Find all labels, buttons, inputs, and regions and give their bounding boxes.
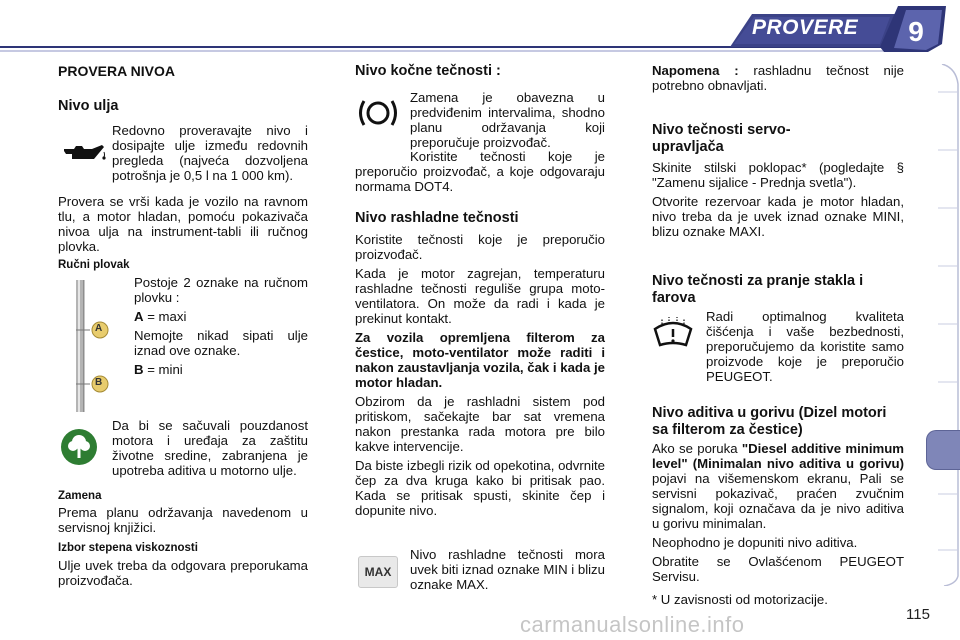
header-title: PROVERE [752, 16, 859, 39]
change-title: Zamena [58, 490, 102, 502]
washer-paragraph: Radi optimalnog kvaliteta čišćenja i vaše bezbednosti, preporučujemo da koristite samo proizvode koje je preporučio PEUGEOT. [706, 309, 904, 384]
viscosity-title: Izbor stepena viskoznosti [58, 542, 198, 554]
mark-a-text: = maxi [143, 309, 187, 324]
oil-level-title: Nivo ulja [58, 98, 119, 114]
dipstick-label-b: B [95, 377, 103, 388]
mark-b-line [134, 362, 308, 377]
oil-paragraph-2: Provera se vrši kada je vozilo na ravnom tlu, a motor hladan, pomoću pokazivača nivoa ulja na instrument-tabli ili ručnog plovka. [58, 194, 308, 254]
washer-fluid-title: Nivo tečnosti za pranje stakla i farova [652, 273, 864, 306]
main-title: PROVERA NIVOA [58, 63, 175, 79]
chapter-number: 9 [908, 16, 924, 47]
oil-paragraph-1: Redovno proveravajte nivo i dosipajte ulje između redovnih pregleda (najveća dozvoljena potrošnja je 0,5 l na 1 000 km). [112, 123, 308, 183]
coolant-paragraph-2: Kada je motor zagrejan, temperaturu rashladne tečnosti reguliše grupa moto-ventilatora. On može da radi i kada je prekinut kontakt. [355, 266, 605, 326]
manual-dipstick-title: Ručni plovak [58, 259, 130, 271]
coolant-title: Nivo rashladne tečnosti [355, 210, 519, 226]
environment-paragraph: Da bi se sačuvali pouzdanost motora i uređaja za zaštitu životne sredine, zabranjena je upotreba aditiva u motorno ulje. [112, 418, 308, 478]
brake-paragraph-1: Zamena je obavezna u predviđenim intervalima, shodno planu održavanja koji preporučuje proizvođač. [410, 90, 605, 150]
coolant-max-paragraph: Nivo rashladne tečnosti mora uvek biti iznad oznake MIN i blizu oznake MAX. [410, 547, 605, 592]
page-number: 115 [906, 606, 930, 623]
oil-can-icon [60, 140, 106, 166]
dipstick-illustration [68, 280, 114, 412]
mark-a-line [134, 309, 308, 324]
manual-paragraph-2: Nemojte nikad sipati ulje iznad ove oznake. [134, 328, 308, 358]
environment-tree-icon [60, 428, 98, 466]
note-text: rashladnu tečnost nije potrebno obnavljati. [652, 63, 904, 93]
mark-a-letter: A [134, 309, 144, 324]
dipstick-icon [68, 280, 114, 412]
coolant-paragraph-4: Obzirom da je rashladni sistem pod pritiskom, sačekajte bar sat vremena nakon prestanka rada motora pre bilo kakve intervencije. [355, 394, 605, 454]
manual-paragraph-1: Postoje 2 oznake na ručnom plovku : [134, 275, 308, 305]
diesel-paragraph-1-b: "Diesel additive minimum level" (Minimalan nivo aditiva u gorivu) [652, 441, 904, 471]
diesel-additive-title: Nivo aditiva u gorivu (Dizel motori sa filterom za čestice) [652, 405, 887, 438]
mark-b-letter: B [134, 362, 144, 377]
power-steering-paragraph-2: Otvorite rezervoar kada je motor hladan, nivo treba da je uvek iznad oznake MINI, blizu oznake MAXI. [652, 194, 904, 239]
note-line [652, 63, 904, 93]
brake-fluid-title: Nivo kočne tečnosti : [355, 63, 501, 79]
power-steering-title: Nivo tečnosti servo-upravljača [652, 122, 791, 155]
max-mark-text: MAX [364, 565, 392, 579]
watermark: carmanualsonline.info [520, 612, 745, 637]
dipstick-label-a: A [95, 323, 103, 334]
power-steering-paragraph-1: Skinite stilski poklopac* (pogledajte § "Zamenu sijalice - Prednja svetla"). [652, 160, 904, 190]
change-paragraph: Prema planu održavanja navedenom u servisnoj knjižici. [58, 505, 308, 535]
viscosity-paragraph: Ulje uvek treba da odgovara preporukama proizvođača. [58, 558, 308, 588]
diesel-paragraph-2: Neophodno je dopuniti nivo aditiva. [652, 535, 858, 550]
chapter-tab-strip [924, 64, 960, 586]
diesel-paragraph-3: Obratite se Ovlašćenom PEUGEOT Servisu. [652, 554, 904, 584]
note-label: Napomena : [652, 63, 739, 78]
washer-fluid-icon [650, 315, 696, 353]
brake-paragraph-2: Koristite tečnosti koje je preporučio proizvođač, a koje odgovaraju normama DOT4. [355, 149, 605, 194]
mark-b-text: = mini [143, 362, 183, 377]
coolant-paragraph-5: Da biste izbegli rizik od opekotina, odvrnite čep za dva kruga kako bi pritisak pao. Kada se pritisak spusti, skinite čep i dopunite nivo. [355, 458, 605, 518]
diesel-paragraph-1-a: Ako se poruka [652, 441, 742, 456]
footnote: * U zavisnosti od motorizacije. [652, 592, 828, 607]
brake-warning-icon [356, 96, 400, 130]
diesel-paragraph-1-c: pojavi na višemenskom ekranu, Pali se servisni pokazivač, praćen zvučnim signalom, koji označava da je nivo aditiva u gorivu minimalan. [652, 471, 904, 531]
coolant-paragraph-3: Za vozila opremljena filterom za čestice, moto-ventilator može raditi i nakon zaustavljanja vozila, čak i kada je motor hladan. [355, 330, 605, 390]
coolant-max-mark-icon [358, 556, 398, 588]
chapter-tab-active[interactable] [926, 430, 960, 470]
coolant-paragraph-1: Koristite tečnosti koje je preporučio proizvođač. [355, 232, 605, 262]
diesel-paragraph-1 [652, 441, 904, 531]
